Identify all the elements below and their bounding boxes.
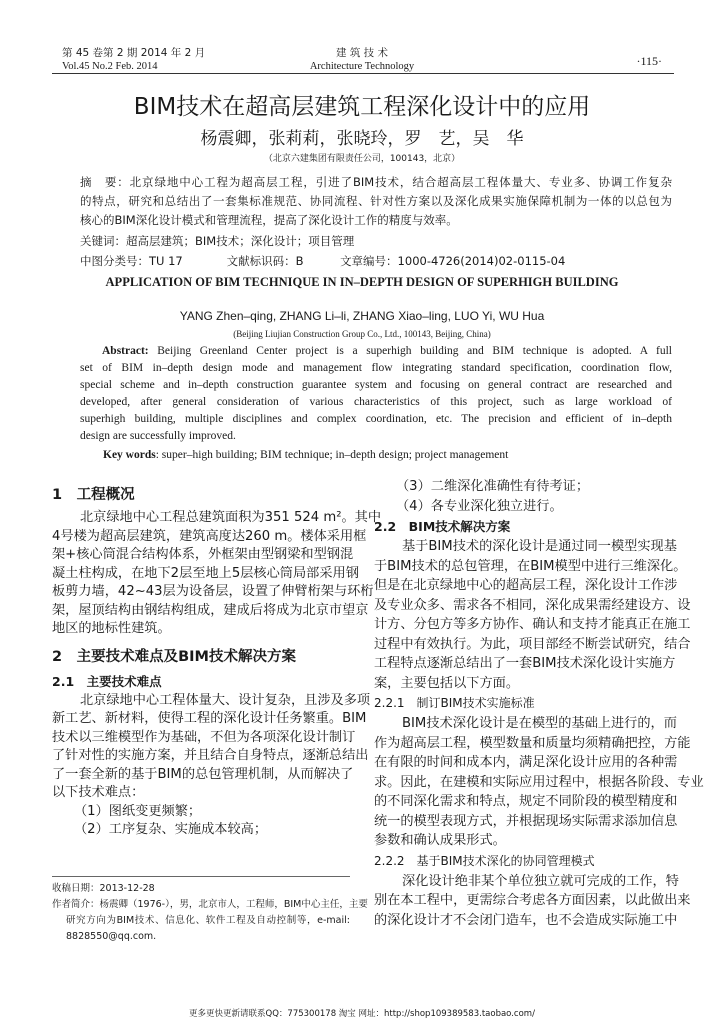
list-item: （4）各专业深化独立进行。 [396, 498, 563, 514]
text-line: 基于BIM技术的深化设计是通过同一模型实现基 [402, 539, 677, 554]
text-line: 工程特点逐渐总结出了一套BIM技术深化设计实施方 [374, 656, 676, 671]
text-line: 的特点，研究和总结出了一套集标准规范、协同流程、针对性方案以及深化成果实施保障机制为一体的以总包为 [80, 194, 672, 208]
text-line: 的不同深化需求和特点，规定不同阶段的模型精度和 [374, 794, 678, 809]
list-item: （1）图纸变更频繁； [74, 803, 202, 819]
text-line: 统一的模型表现方式，并根据现场实际需求添加信息 [374, 813, 678, 829]
affiliation-en: (Beijing Liujian Construction Group Co., Ltd., 100143, Beijing, China) [233, 329, 491, 339]
received-date: 收稿日期：2013-12-28 [52, 883, 155, 894]
section-2-2-1-heading: 2.2.1 制订BIM技术实施标准 [374, 696, 535, 710]
text-line: 作为超高层工程，模型数量和质量均须精确把控，方能 [374, 735, 691, 751]
issue-en: Vol.45 No.2 Feb. 2014 [62, 61, 158, 72]
text-line: 过程中有效执行。为此，项目部经不断尝试研究，结合 [374, 636, 691, 652]
text-line: 新工艺、新材料，使得工程的深化设计任务繁重。BIM [52, 711, 367, 726]
article-number: 文章编号：1000-4726(2014)02-0115-04 [340, 254, 566, 268]
footer-contact: 更多更快更新请联系QQ：775300178 淘宝 网址：http://shop109389583.taobao.com/ [189, 1009, 535, 1019]
text-line: 北京绿地中心工程体量大、设计复杂，且涉及多项 [80, 692, 371, 708]
section-2-2-2-paragraph [374, 872, 691, 931]
abstract-en-label: Abstract: [102, 345, 149, 357]
list-item: （2）工序复杂、实施成本较高； [74, 822, 268, 837]
text-line: 摘 要：北京绿地中心工程为超高层工程，引进了BIM技术，结合超高层工程体量大、专业多、协调工作复杂 [80, 175, 672, 189]
keywords-cn: 关键词：超高层建筑；BIM技术；深化设计；项目管理 [80, 234, 355, 248]
section-1-heading: 1 工程概况 [52, 487, 135, 503]
page-title: BIM技术在超高层建筑工程深化设计中的应用 [133, 94, 591, 120]
keywords-en-text: : super–high building; BIM technique; in–depth design; project management [155, 449, 509, 461]
abstract-en [80, 343, 672, 445]
text-line: 计方、分包方等多方协作、确认和支持才能真正在施工 [374, 617, 691, 632]
journal-cn: 建 筑 技 术 [335, 47, 388, 59]
affiliation: （北京六建集团有限责任公司，100143，北京） [263, 154, 461, 164]
header-rule [52, 73, 674, 74]
difficulty-list-right [374, 477, 672, 516]
right-column [374, 477, 704, 930]
text-line: 及专业众多、需求各不相同，深化成果需经建设方、设 [374, 597, 691, 613]
clc-number: 中图分类号：TU 17 [80, 254, 183, 268]
text-line: 板剪力墙，42~43层为设备层，设置了伸臂桁架与环桁 [52, 584, 374, 599]
journal-name [262, 47, 462, 73]
section-2-1-heading: 2.1 主要技术难点 [52, 673, 162, 689]
text-line: 北京绿地中心工程总建筑面积为351 524 m²。其中 [80, 510, 382, 525]
text-line: 核心的BIM深化设计模式和管理流程，提高了深化设计工作的精度与效率。 [80, 213, 458, 227]
abstract-cn [80, 173, 672, 230]
text-line: 架，屋顶结构由钢结构组成，建成后将成为北京市望京 [52, 602, 369, 618]
list-item: （3）二维深化准确性有待考证； [396, 479, 590, 494]
title-en: APPLICATION OF BIM TECHNIQUE IN IN–DEPTH DESIGN OF SUPERHIGH BUILDING [105, 275, 619, 289]
section-2-heading: 2 主要技术难点及BIM技术解决方案 [52, 648, 296, 665]
keywords-en [103, 447, 508, 463]
text-line: BIM技术深化设计是在模型的基础上进行的，而 [402, 716, 677, 731]
text-line: special scheme and in–depth construction guarantee system and focusing on general contract are researched and [80, 379, 672, 391]
keywords-en-label: Key words [103, 449, 156, 461]
text-line: 凝土柱构成，在地下2层至地上5层核心筒局部采用钢 [52, 565, 359, 581]
text-line: 参数和确认成果形式。 [374, 833, 506, 848]
text-line: 别在本工程中，更需综合考虑各方面因素，以此做出来 [374, 893, 691, 908]
text-line: Beijing Greenland Center project is a superhigh building and BIM technique is adopted. A full [157, 345, 672, 357]
abstract-en-first-line [80, 343, 672, 360]
journal-en: Architecture Technology [309, 61, 415, 72]
section-2-1-paragraph [52, 692, 371, 803]
authors-en: YANG Zhen–qing, ZHANG Li–li, ZHANG Xiao–ling, LUO Yi, WU Hua [179, 309, 545, 323]
section-2-2-1-paragraph [374, 714, 704, 851]
authors: 杨震卿，张莉莉，张晓玲，罗 艺，吴 华 [200, 129, 524, 149]
text-line: 求。因此，在建模和实际应用过程中，根据各阶段、专业 [374, 774, 704, 790]
text-line: developed, after general consideration of various characteristics of this project, such as large workload of [80, 396, 672, 408]
text-line: design are successfully improved. [80, 430, 236, 442]
page-number: ·115· [636, 54, 662, 68]
text-line: 8828550@qq.com. [66, 931, 157, 942]
text-line: 的深化设计才不会闭门造车，也不会造成实际施工中 [374, 912, 678, 928]
text-line: 作者简介：杨震卿（1976-），男，北京市人，工程师，BIM中心主任，主要 [52, 899, 368, 910]
section-2-2-heading: 2.2 BIM技术解决方案 [374, 519, 511, 534]
section-2-2-2-heading: 2.2.2 基于BIM技术深化的协同管理模式 [374, 853, 595, 868]
text-line: 研究方向为BIM技术、信息化、软件工程及自动控制等，e-mail: [66, 915, 350, 926]
text-line: 以下技术难点： [52, 785, 145, 800]
text-line: 技术以三维模型作为基础，不但为各项深化设计制订 [52, 729, 356, 745]
text-line: 架+核心筒混合结构体系，外框架由型钢梁和型钢混 [52, 547, 354, 562]
text-line: 地区的地标性建筑。 [52, 621, 171, 636]
text-line: superhigh building, multiple disciplines and complex coordination, etc. The precision and efficient of in–depth [80, 413, 672, 425]
issue-cn: 第 45 卷第 2 期 2014 年 2 月 [62, 47, 206, 59]
text-line: 但是在北京绿地中心的超高层工程，深化设计工作涉 [374, 578, 678, 593]
left-column [52, 483, 382, 840]
text-line: 了一套全新的基于BIM的总包管理机制，从而解决了 [52, 766, 354, 782]
classification [80, 252, 565, 270]
text-line: 在有限的时间和成本内，满足深化设计应用的各种需 [374, 755, 678, 770]
text-line: 深化设计绝非某个单位独立就可完成的工作，特 [402, 873, 679, 889]
text-line: 案，主要包括以下方面。 [374, 675, 520, 691]
issue-info [62, 47, 205, 73]
text-line: set of BIM in–depth design mode and management flow integrating standard specification, coordination flow, [80, 362, 672, 374]
author-bio [52, 897, 368, 945]
doc-code: 文献标识码：B [226, 254, 304, 268]
text-line: 4号楼为超高层建筑，建筑高度达260 m。楼体采用框 [52, 528, 367, 544]
footnote-rule [52, 876, 350, 877]
footnote [52, 881, 368, 945]
text-line: 了针对性的实施方案，并且结合自身特点，逐渐总结出 [52, 748, 369, 763]
difficulty-list-left [52, 803, 350, 840]
text-line: 于BIM技术的总包管理，在BIM模型中进行三维深化。 [374, 558, 687, 574]
section-1-paragraph [52, 509, 382, 639]
section-2-2-paragraph [374, 537, 691, 693]
